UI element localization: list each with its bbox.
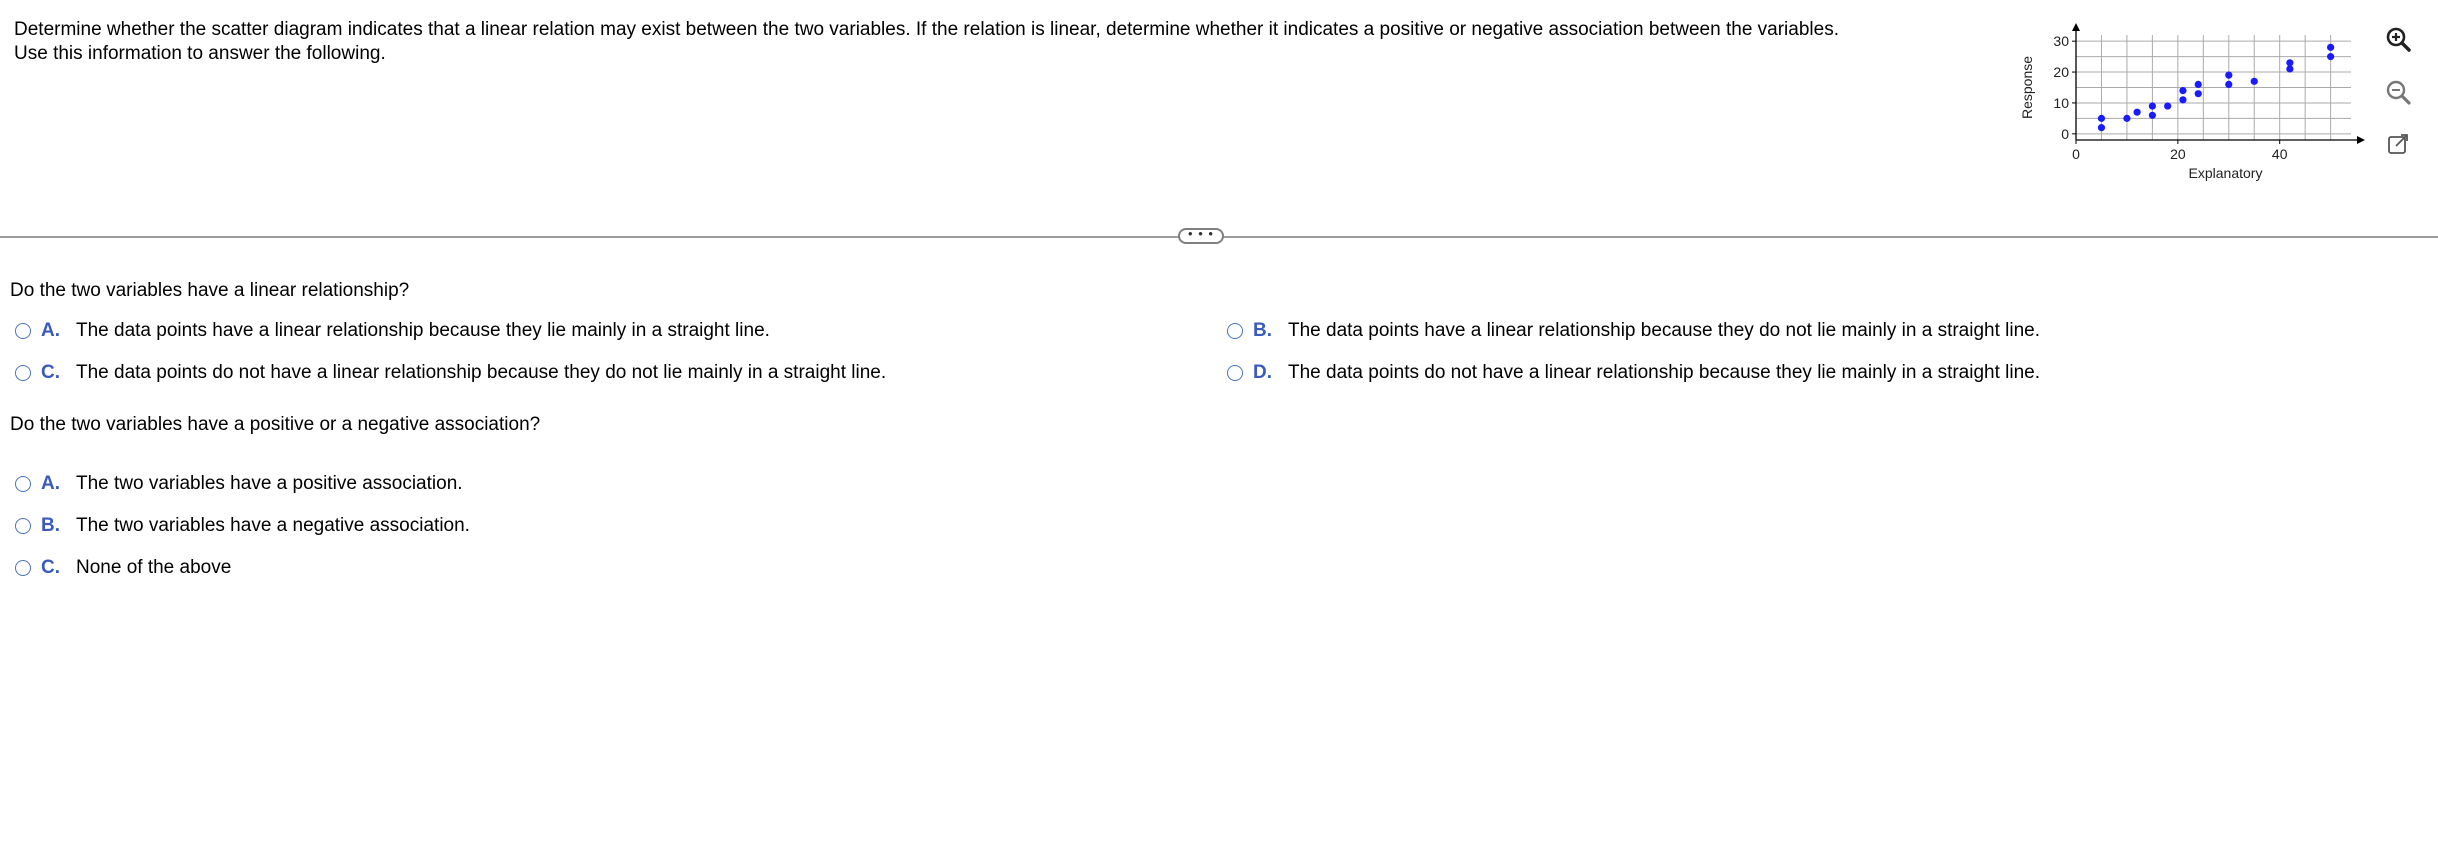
y-tick-label: 20 <box>2053 64 2069 81</box>
data-point <box>2134 109 2141 116</box>
q1-option-a[interactable] <box>15 317 770 345</box>
figure-tools <box>2378 20 2418 170</box>
instructions <box>14 18 1994 66</box>
data-point <box>2286 59 2293 66</box>
q1-prompt: Do the two variables have a linear relationship? <box>10 280 410 301</box>
zoom-in-icon[interactable] <box>2382 23 2414 55</box>
option-text: None of the above <box>76 557 232 578</box>
x-axis-label: Explanatory <box>2188 165 2263 181</box>
option-letter: A. <box>41 473 60 494</box>
instructions-line-1: Determine whether the scatter diagram indicates that a linear relation may exist between the two variables. If the relation is linear, determine whether it indicates a positive or negative association between the variables. <box>14 19 1839 40</box>
data-point <box>2164 102 2171 109</box>
q2-option-a[interactable] <box>15 470 463 498</box>
q2-option-b[interactable] <box>15 512 470 540</box>
option-text: The data points do not have a linear relationship because they lie mainly in a straight line. <box>1288 362 2041 383</box>
radio-button[interactable] <box>1227 365 1243 381</box>
radio-button[interactable] <box>15 518 31 534</box>
data-point <box>2149 112 2156 119</box>
scatter-chart <box>2018 20 2368 190</box>
option-letter: C. <box>41 557 60 578</box>
radio-button[interactable] <box>15 560 31 576</box>
q1-option-c[interactable] <box>15 359 886 387</box>
option-text: The two variables have a positive association. <box>76 473 463 494</box>
y-axis-arrow <box>2072 23 2080 31</box>
scatter-plot-svg <box>2018 20 2368 190</box>
y-tick-label: 0 <box>2061 125 2069 142</box>
data-point <box>2251 78 2258 85</box>
x-tick-label: 20 <box>2170 146 2186 162</box>
data-point <box>2179 96 2186 103</box>
data-point <box>2286 65 2293 72</box>
radio-button[interactable] <box>15 323 31 339</box>
data-point <box>2225 81 2232 88</box>
popout-icon[interactable] <box>2382 128 2414 160</box>
instructions-line-2: Use this information to answer the following. <box>14 43 386 64</box>
data-point <box>2195 81 2202 88</box>
option-letter: C. <box>41 362 60 383</box>
option-text: The data points have a linear relationship because they do not lie mainly in a straight line. <box>1288 320 2041 341</box>
x-axis-arrow <box>2357 136 2365 144</box>
x-tick-label: 0 <box>2072 146 2080 162</box>
option-letter: A. <box>41 320 60 341</box>
radio-button[interactable] <box>1227 323 1243 339</box>
option-letter: B. <box>1253 320 1272 341</box>
q1-option-b[interactable] <box>1227 317 2040 345</box>
y-tick-label: 10 <box>2053 94 2069 111</box>
radio-button[interactable] <box>15 476 31 492</box>
option-text: The data points have a linear relationship because they lie mainly in a straight line. <box>76 320 770 341</box>
data-point <box>2098 124 2105 131</box>
q1-option-d[interactable] <box>1227 359 2040 387</box>
zoom-out-icon[interactable] <box>2382 76 2414 108</box>
option-text: The data points do not have a linear relationship because they do not lie mainly in a straight line. <box>76 362 887 383</box>
data-point <box>2179 87 2186 94</box>
data-point <box>2149 102 2156 109</box>
x-tick-label: 40 <box>2271 146 2288 162</box>
data-point <box>2195 90 2202 97</box>
option-letter: B. <box>41 515 60 536</box>
data-point <box>2327 44 2334 51</box>
y-tick-label: 30 <box>2053 33 2069 50</box>
option-letter: D. <box>1253 362 1272 383</box>
radio-button[interactable] <box>15 365 31 381</box>
q2-prompt: Do the two variables have a positive or a negative association? <box>10 414 541 435</box>
q2-option-c[interactable] <box>15 554 231 582</box>
data-point <box>2327 53 2334 60</box>
option-text: The two variables have a negative association. <box>76 515 470 536</box>
data-point <box>2123 115 2130 122</box>
data-point <box>2225 72 2232 79</box>
divider-handle-dots: • • • <box>1188 226 1214 241</box>
y-axis-label: Response <box>2019 55 2035 120</box>
divider-expand-handle[interactable] <box>1178 228 1224 244</box>
data-point <box>2098 115 2105 122</box>
